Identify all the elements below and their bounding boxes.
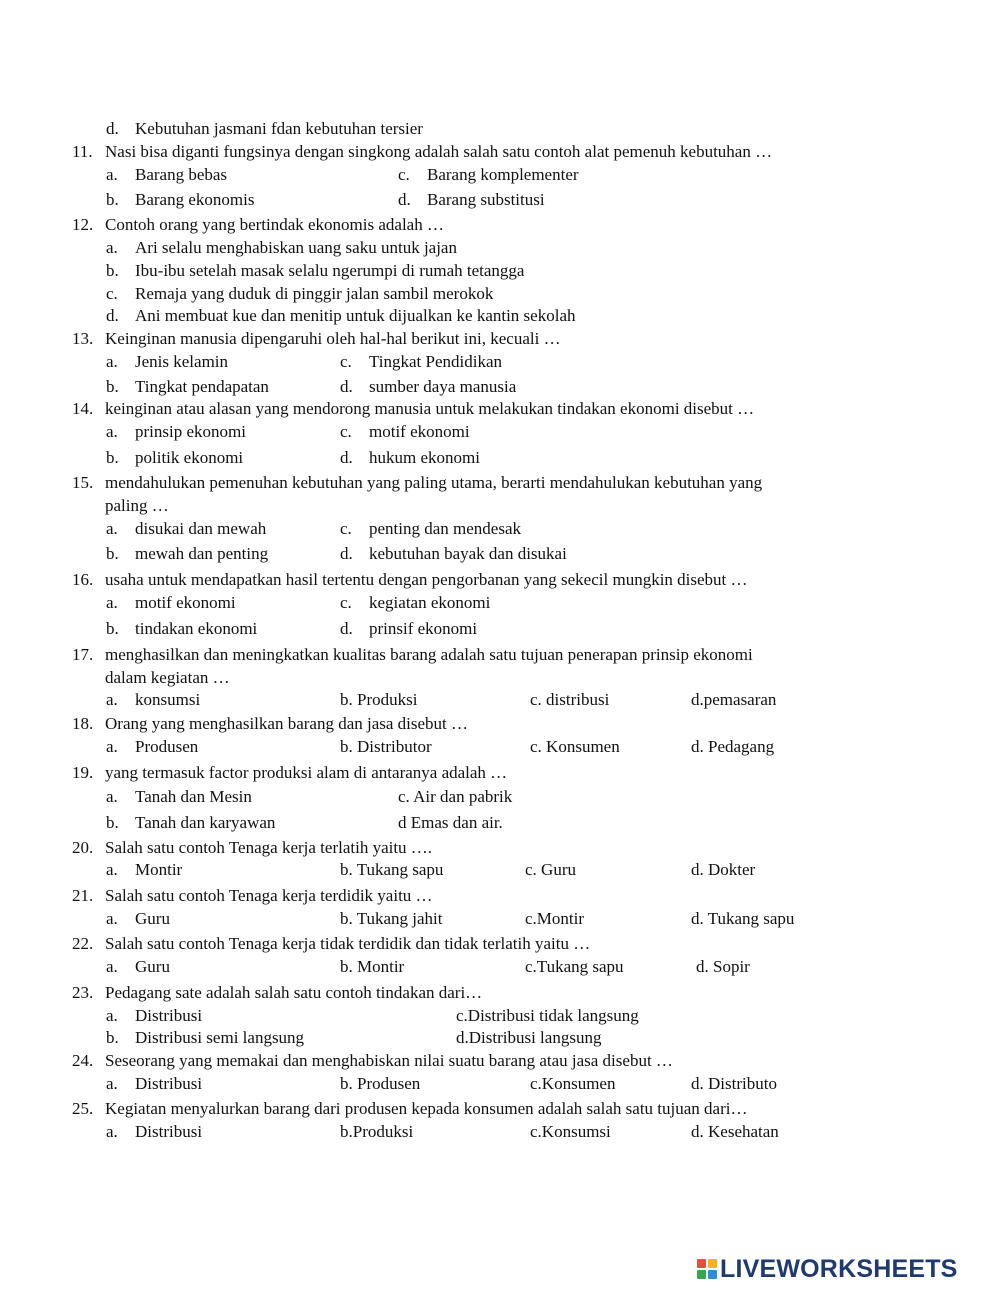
option-text: Guru	[135, 957, 170, 976]
option-text: b. Montir	[340, 957, 405, 976]
option-label: c.	[398, 165, 410, 184]
option-label: a.	[106, 690, 118, 709]
question-text-continued: paling …	[105, 496, 169, 515]
option-text: c. Air dan pabrik	[398, 787, 513, 806]
option-text: penting dan mendesak	[369, 519, 522, 538]
option-text: Ibu-ibu setelah masak selalu ngerumpi di rumah tetangga	[135, 261, 525, 280]
option-text: Barang bebas	[135, 165, 228, 184]
option-label: b.	[106, 190, 119, 209]
option-text: Tingkat pendapatan	[135, 377, 269, 396]
option-text: Remaja yang duduk di pinggir jalan sambil merokok	[135, 284, 494, 303]
option-label: b.	[106, 448, 119, 467]
option-text: d Emas dan air.	[398, 813, 503, 832]
question-text: menghasilkan dan meningkatkan kualitas barang adalah satu tujuan penerapan prinsip ekonomi	[105, 645, 753, 664]
option-label: c.	[340, 593, 352, 612]
option-label: a.	[106, 593, 118, 612]
option-label: a.	[106, 737, 118, 756]
question-text: Seseorang yang memakai dan menghabiskan nilai suatu barang atau jasa disebut …	[105, 1051, 673, 1070]
option-text: disukai dan mewah	[135, 519, 267, 538]
option-text: c. Guru	[525, 860, 576, 879]
question-number: 16.	[72, 570, 94, 589]
option-text: politik ekonomi	[135, 448, 244, 467]
option-text: Tanah dan Mesin	[135, 787, 252, 806]
option-label: a.	[106, 422, 118, 441]
option-text: d. Tukang sapu	[691, 909, 795, 928]
question-number: 18.	[72, 714, 94, 733]
question-number: 15.	[72, 473, 94, 492]
question-text: Orang yang menghasilkan barang dan jasa disebut …	[105, 714, 469, 733]
option-label: d.	[340, 544, 353, 563]
option-label: d.	[106, 119, 119, 138]
option-text: mewah dan penting	[135, 544, 269, 563]
question-number: 25.	[72, 1099, 94, 1118]
option-text: c.Montir	[525, 909, 585, 928]
question-text: mendahulukan pemenuhan kebutuhan yang paling utama, berarti mendahulukan kebutuhan yang	[105, 473, 763, 492]
question-text: Contoh orang yang bertindak ekonomis adalah …	[105, 215, 444, 234]
option-text: c. distribusi	[530, 690, 610, 709]
question-number: 11.	[72, 142, 93, 161]
option-text: Distribusi semi langsung	[135, 1028, 305, 1047]
option-label: c.	[340, 422, 352, 441]
option-label: a.	[106, 957, 118, 976]
liveworksheets-logo-icon	[697, 1259, 717, 1279]
option-label: a.	[106, 352, 118, 371]
liveworksheets-logo	[697, 1254, 958, 1284]
question-text: Pedagang sate adalah salah satu contoh tindakan dari…	[105, 983, 483, 1002]
logo-text: LIVEWORKSHEETS	[720, 1254, 958, 1283]
option-text: c.Tukang sapu	[525, 957, 624, 976]
option-label: c.	[340, 352, 352, 371]
question-text: keinginan atau alasan yang mendorong manusia untuk melakukan tindakan ekonomi disebut …	[105, 399, 755, 418]
question-number: 17.	[72, 645, 94, 664]
option-text: Kebutuhan jasmani fdan kebutuhan tersier	[135, 119, 423, 138]
question-number: 23.	[72, 983, 94, 1002]
option-text: Ari selalu menghabiskan uang saku untuk jajan	[135, 238, 457, 257]
option-label: a.	[106, 909, 118, 928]
option-text: b. Produksi	[340, 690, 418, 709]
option-text: d. Sopir	[696, 957, 750, 976]
question-number: 21.	[72, 886, 94, 905]
question-text: Nasi bisa diganti fungsinya dengan singkong adalah salah satu contoh alat pemenuh kebutuhan …	[105, 142, 773, 161]
option-text: prinsif ekonomi	[369, 619, 478, 638]
option-text: d. Pedagang	[691, 737, 775, 756]
option-text: c.Konsumsi	[530, 1122, 611, 1141]
option-text: b. Tukang sapu	[340, 860, 444, 879]
question-text-continued: dalam kegiatan …	[105, 668, 230, 687]
option-text: hukum ekonomi	[369, 448, 480, 467]
question-number: 14.	[72, 399, 94, 418]
option-label: a.	[106, 1006, 118, 1025]
option-text: b.Produksi	[340, 1122, 414, 1141]
option-text: d.Distribusi langsung	[456, 1028, 602, 1047]
option-text: tindakan ekonomi	[135, 619, 258, 638]
question-number: 24.	[72, 1051, 94, 1070]
option-text: motif ekonomi	[369, 422, 470, 441]
option-label: a.	[106, 238, 118, 257]
option-text: b. Produsen	[340, 1074, 421, 1093]
option-text: Barang substitusi	[427, 190, 545, 209]
option-label: d.	[398, 190, 411, 209]
option-text: d. Dokter	[691, 860, 756, 879]
option-text: Jenis kelamin	[135, 352, 229, 371]
option-label: a.	[106, 787, 118, 806]
option-text: sumber daya manusia	[369, 377, 517, 396]
option-text: Barang ekonomis	[135, 190, 255, 209]
question-text: Salah satu contoh Tenaga kerja tidak terdidik dan tidak terlatih yaitu …	[105, 934, 591, 953]
option-text: b. Distributor	[340, 737, 432, 756]
question-number: 20.	[72, 838, 94, 857]
option-label: d.	[340, 377, 353, 396]
option-label: b.	[106, 261, 119, 280]
option-label: d.	[340, 448, 353, 467]
option-text: konsumsi	[135, 690, 201, 709]
option-text: kegiatan ekonomi	[369, 593, 491, 612]
question-text: Salah satu contoh Tenaga kerja terdidik yaitu …	[105, 886, 433, 905]
question-number: 19.	[72, 763, 94, 782]
option-text: c. Konsumen	[530, 737, 620, 756]
question-text: Keinginan manusia dipengaruhi oleh hal-hal berikut ini, kecuali …	[105, 329, 561, 348]
question-text: usaha untuk mendapatkan hasil tertentu dengan pengorbanan yang sekecil mungkin disebut …	[105, 570, 748, 589]
option-label: b.	[106, 544, 119, 563]
question-text: yang termasuk factor produksi alam di antaranya adalah …	[105, 763, 508, 782]
question-text: Kegiatan menyalurkan barang dari produsen kepada konsumen adalah salah satu tujuan dari…	[105, 1099, 748, 1118]
option-text: Distribusi	[135, 1122, 203, 1141]
option-text: d.pemasaran	[691, 690, 777, 709]
option-text: d. Distributo	[691, 1074, 777, 1093]
option-text: Ani membuat kue dan menitip untuk dijualkan ke kantin sekolah	[135, 306, 576, 325]
option-label: a.	[106, 860, 118, 879]
option-text: c.Konsumen	[530, 1074, 616, 1093]
option-text: d. Kesehatan	[691, 1122, 779, 1141]
question-number: 13.	[72, 329, 94, 348]
option-text: Tanah dan karyawan	[135, 813, 276, 832]
option-text: kebutuhan bayak dan disukai	[369, 544, 567, 563]
option-label: b.	[106, 1028, 119, 1047]
option-text: b. Tukang jahit	[340, 909, 443, 928]
option-label: a.	[106, 1074, 118, 1093]
option-text: Montir	[135, 860, 183, 879]
option-text: Tingkat Pendidikan	[369, 352, 503, 371]
option-label: d.	[106, 306, 119, 325]
option-label: c.	[340, 519, 352, 538]
option-label: a.	[106, 1122, 118, 1141]
option-label: b.	[106, 813, 119, 832]
option-text: Distribusi	[135, 1006, 203, 1025]
option-text: Guru	[135, 909, 170, 928]
question-number: 22.	[72, 934, 94, 953]
question-number: 12.	[72, 215, 94, 234]
option-label: d.	[340, 619, 353, 638]
option-label: b.	[106, 619, 119, 638]
option-label: b.	[106, 377, 119, 396]
option-text: c.Distribusi tidak langsung	[456, 1006, 639, 1025]
option-label: c.	[106, 284, 118, 303]
question-text: Salah satu contoh Tenaga kerja terlatih yaitu ….	[105, 838, 433, 857]
option-label: a.	[106, 519, 118, 538]
option-text: prinsip ekonomi	[135, 422, 246, 441]
option-text: Produsen	[135, 737, 199, 756]
option-text: Distribusi	[135, 1074, 203, 1093]
option-text: motif ekonomi	[135, 593, 236, 612]
option-label: a.	[106, 165, 118, 184]
option-text: Barang komplementer	[427, 165, 579, 184]
